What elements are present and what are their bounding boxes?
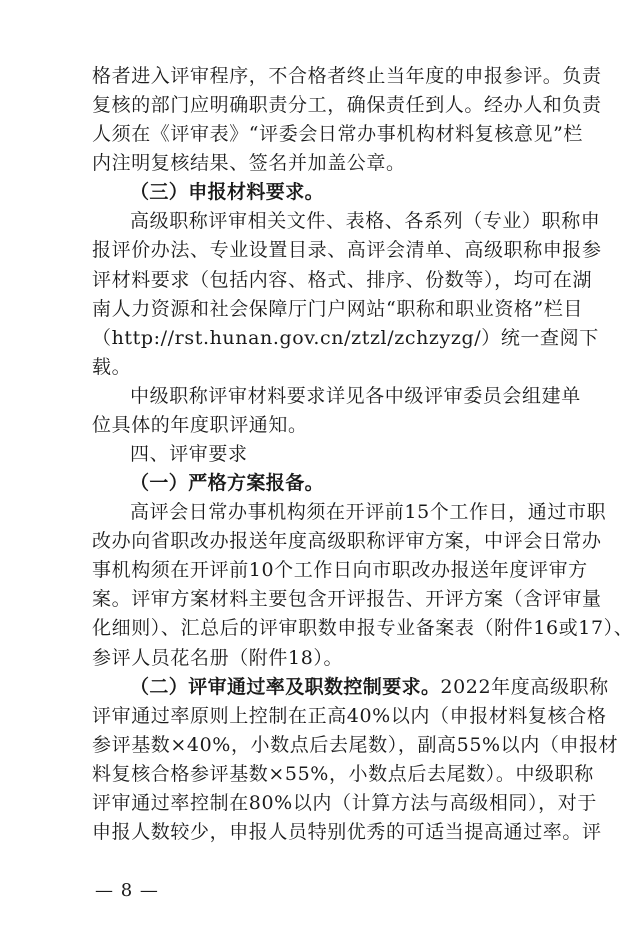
text-line: 高级职称评审相关文件、表格、各系列（专业）职称申	[130, 210, 601, 232]
subsection-heading: （一）严格方案报备。	[130, 472, 325, 494]
text-line: 南人力资源和社会保障厅门户网站“职称和职业资格”栏目	[92, 298, 584, 320]
text-line	[130, 675, 609, 699]
text-line: 改办向省职改办报送年度高级职称评审方案，中评会日常办	[92, 530, 602, 552]
text-line: 中级职称评审材料要求详见各中级评审委员会组建单	[130, 385, 581, 407]
text-line: 评材料要求（包括内容、格式、排序、份数等），均可在湖	[92, 269, 593, 291]
text-line: 人须在《评审表》“评委会日常办事机构材料复核意见”栏	[92, 123, 584, 145]
text-line: 复核的部门应明确职责分工，确保责任到人。经办人和负责	[92, 94, 602, 116]
text-line: 内注明复核结果、签名并加盖公章。	[92, 152, 406, 174]
text-line: 事机构须在开评前10个工作日向市职改办报送年度评审方	[92, 559, 588, 581]
page-number: — 8 —	[95, 880, 159, 901]
text-line: 高评会日常办事机构须在开评前15个工作日，通过市职	[130, 501, 607, 523]
section-heading: 四、评审要求	[130, 443, 248, 465]
text-line: 载。	[92, 356, 132, 378]
text-line: 案。评审方案材料主要包含开评报告、开评方案（含评审量	[92, 588, 602, 610]
text-line: 位具体的年度职评通知。	[92, 414, 308, 436]
inline-text: 2022年度高级职称	[440, 676, 609, 698]
text-line: 评审通过率原则上控制在正高40%以内（申报材料复核合格	[92, 705, 607, 727]
inline-heading: （二）评审通过率及职数控制要求。	[130, 676, 441, 698]
text-line: 参评基数×40%，小数点后去尾数），副高55%以内（申报材	[92, 734, 619, 756]
text-line: 评审通过率控制在80%以内（计算方法与高级相同），对于	[92, 792, 597, 814]
text-line: 报评价办法、专业设置目录、高评会清单、高级职称申报参	[92, 239, 602, 261]
text-line: 化细则）、汇总后的评审职数申报专业备案表（附件16或17）、	[92, 617, 634, 639]
text-line: 参评人员花名册（附件18）。	[92, 647, 344, 669]
section-heading: （三）申报材料要求。	[130, 181, 325, 203]
text-line: 料复核合格参评基数×55%，小数点后去尾数）。中级职称	[92, 763, 594, 785]
text-line: 格者进入评审程序，不合格者终止当年度的申报参评。负责	[92, 65, 602, 87]
text-line: （http://rst.hunan.gov.cn/ztzl/zchzyzg/）统一查阅下	[92, 327, 599, 349]
text-line: 申报人数较少，申报人员特别优秀的可适当提高通过率。评	[92, 821, 602, 843]
